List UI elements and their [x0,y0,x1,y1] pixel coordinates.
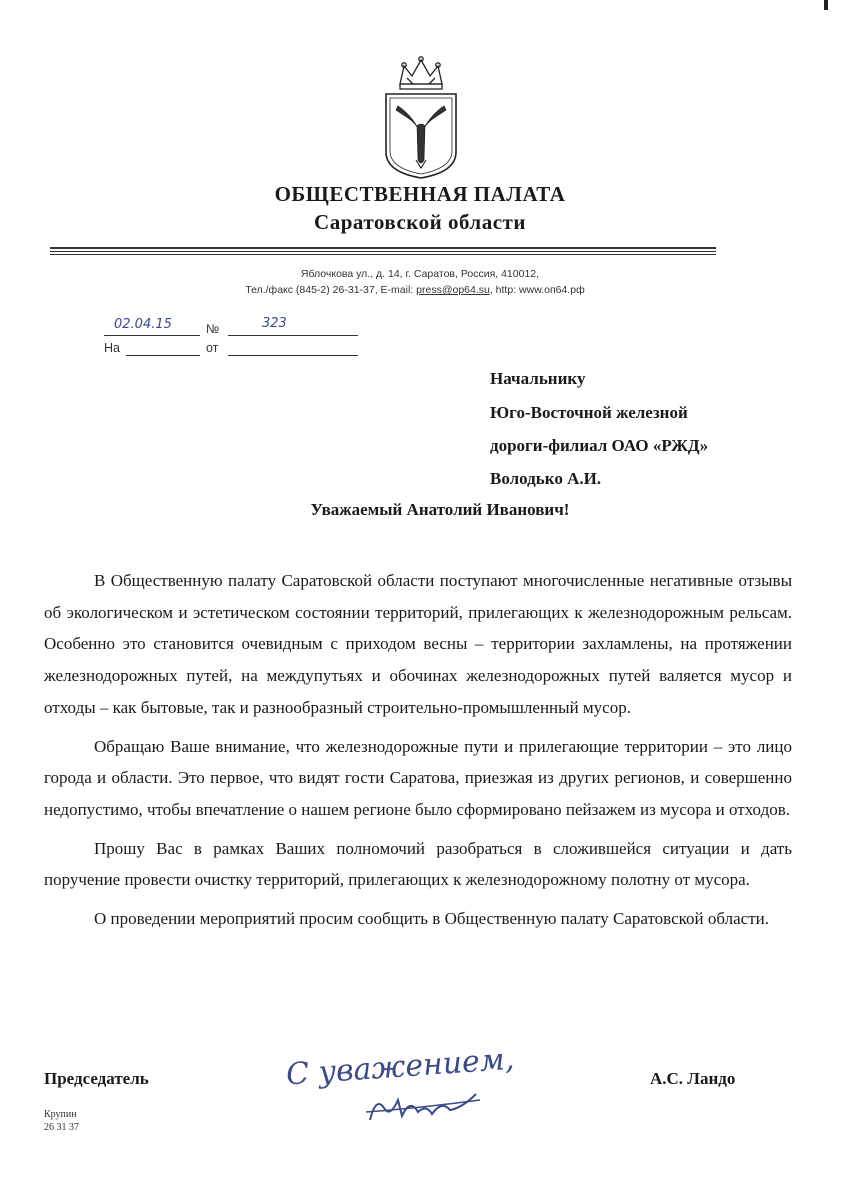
email-link[interactable]: press@op64.su [416,284,490,296]
executor-phone: 26 31 37 [44,1122,79,1133]
header-divider [50,254,716,255]
contact-line [110,284,720,296]
paragraph: В Общественную палату Саратовской области поступают многочисленные негативные отзывы об экологическом и эстетическом состоянии территорий, прилегающих к железнодорожным рельсам. Особенно это становится очевидным с приходом весны – территории захламлены, на протяжении железнодорожных путей, на междупутьях и обочинах железнодорожных путей валяется мусор и отходы – как бытовые, так и разнообразный строительно-промышленный мусор. [44,571,792,717]
addressee-line3: дороги-филиал ОАО «РЖД» [490,436,709,455]
date-underline [104,335,200,336]
from-label: от [206,341,219,355]
reply-underline [126,355,200,356]
org-title-line1: ОБЩЕСТВЕННАЯ ПАЛАТА [274,182,566,206]
addressee-line2: Юго-Восточной железной [490,403,688,422]
paragraph: Прошу Вас в рамках Ваших полномочий разобраться в сложившейся ситуации и дать поручение провести очистку территорий, прилегающих к железнодорожному полотну от мусора. [44,838,792,890]
postal-address: Яблочкова ул., д. 14, г. Саратов, Россия, 410012, [300,268,540,280]
org-title-line2: Саратовской области [314,210,526,234]
addressee-line1: Начальнику [490,369,586,388]
header-divider [50,251,716,252]
from-underline [228,355,358,356]
letter-body [44,565,792,935]
number-label: № [206,322,220,336]
website-text: , http: www.оп64.рф [489,284,585,296]
header-divider [50,247,716,249]
executor-name: Крупин [44,1109,77,1120]
scan-edge-mark [824,0,828,10]
handwritten-signature [280,1038,540,1128]
signature-note: С уважением, [285,1041,516,1093]
addressee-line4: Володько А.И. [490,469,602,488]
paragraph: О проведении мероприятий просим сообщить в Общественную палату Саратовской области. [94,909,769,929]
greeting: Уважаемый Анатолий Иванович! [310,500,570,519]
saratov-coat-of-arms-icon [380,56,462,180]
reply-to-label: На [104,341,120,355]
paragraph: Обращаю Ваше внимание, что железнодорожные пути и прилегающие территории – это лицо города и области. Это первое, что видят гости Саратова, приезжая из других регионов, и совершенно недопустимо, чтобы впечатление о нашем регионе было сформировано пейзажем из мусора и отходов. [44,736,792,819]
registration-number: 323 [262,316,287,331]
registration-date: 02.04.15 [114,317,172,332]
signatory-role: Председатель [44,1069,149,1088]
contact-prefix: Тел./факс (845-2) 26-31-37, E-mail: [245,284,417,296]
signatory-name: А.С. Ландо [650,1069,736,1088]
number-underline [228,335,358,336]
